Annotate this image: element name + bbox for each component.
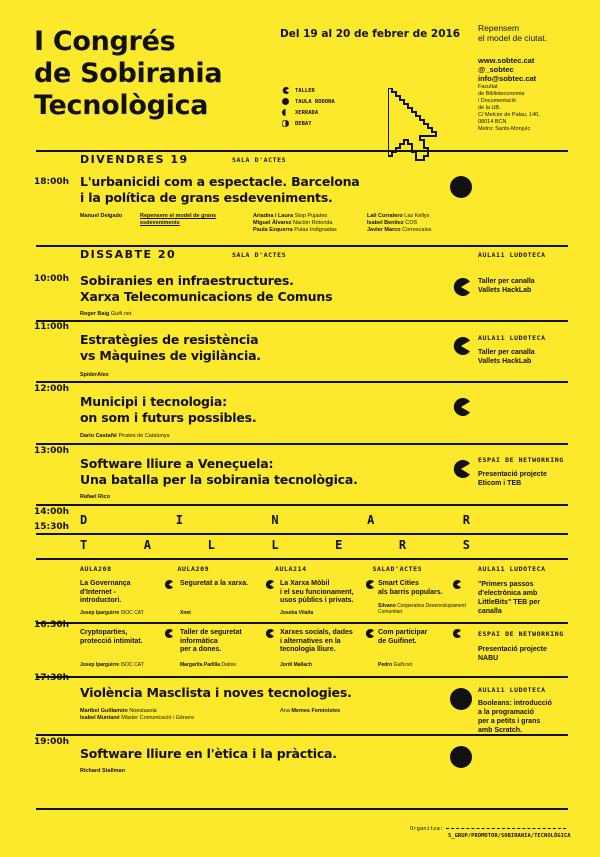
half-circle-icon (282, 109, 289, 116)
room-label: AULA11 LUDOTECA (478, 565, 546, 573)
pacman-icon (164, 629, 173, 638)
speaker: Manuel Delgado (80, 213, 123, 219)
time-label: 19:00h (34, 737, 70, 747)
workshop-title: Xarxes socials, dades i alternatives en la tecnologia lliure. (280, 629, 353, 653)
day-heading: DIVENDRES 19 (80, 153, 189, 166)
legend-item: XERRADA (282, 108, 335, 119)
circle-icon (282, 98, 289, 105)
pixel-cursor-icon (388, 88, 440, 164)
speaker: Silvano Cooperativa Desenvolupament Comunitari. (378, 603, 466, 615)
workshop-title: Smart Cities als barris populars. (378, 580, 443, 596)
speaker: Josep Iparguirre ISOC CAT (80, 610, 144, 616)
workshop-title: La Xarxa Mòbil i el seu funcionament, usos públics i privats. (280, 580, 354, 604)
twitter-link[interactable]: @_sobtec (478, 65, 514, 74)
contact-links (478, 56, 536, 83)
divider (36, 320, 568, 322)
pacman-icon (452, 629, 461, 638)
speaker: Xnet (180, 610, 191, 616)
pacman-icon (164, 580, 173, 589)
time-label: 18:00h (34, 177, 70, 187)
divider (36, 676, 568, 678)
time-label: 14:00h (34, 507, 70, 517)
time-label: 10:00h (34, 274, 70, 284)
speaker-list: Ariadna i Laura Stop Pujades Miguel Álvarez Nación Rotonda Paula Ezquerra Putas Indignadas (253, 213, 337, 233)
divider (36, 622, 568, 624)
round-table-icon (450, 688, 472, 710)
speaker: Roger Baig Guifi.net (80, 311, 132, 317)
workshop-title: Cryptoparties, protecció intimitat. (80, 629, 143, 645)
talk-title: Municipi i tecnologia: on som i futurs possibles. (80, 394, 257, 425)
workshop-title: Com participar de Guifinet. (378, 629, 428, 645)
pacman-icon (265, 629, 274, 638)
room-label: AULA11 LUDOTECA (478, 334, 546, 342)
divider (36, 381, 568, 383)
dashed-rule (446, 828, 566, 829)
time-label: 15:30h (34, 522, 70, 532)
divider (36, 808, 568, 810)
side-activity: Booleans: introducció a la programació per a petits i grans amb Scratch. (478, 700, 552, 734)
round-table-icon (450, 176, 472, 198)
speaker: Pedro Guifi.net (378, 662, 413, 668)
workshop-title: Seguretat a la xarxa. (180, 580, 249, 587)
pacman-icon (365, 580, 374, 589)
workshop-title: La Governança d'Internet - introductori. (80, 580, 131, 604)
lunch-banner: D I N A R (80, 513, 470, 527)
divider (36, 443, 568, 445)
talk-title: Sobiranies en infraestructures. Xarxa Telecomunicacions de Comuns (80, 273, 333, 304)
day-heading: DISSABTE 20 (80, 248, 177, 261)
speaker: Rafael Rico (80, 494, 110, 500)
room-label: ESPAI DE NETWORKING (478, 456, 564, 464)
speaker: Richard Stallman (80, 768, 125, 774)
speaker: Joseba Vilalta (280, 610, 314, 616)
legend-item: TALLER (282, 86, 335, 97)
organizer-credit: Organitza: S_GRUP/PROMOTOR/SOBIRANIA/TECNOLÒGICA (410, 826, 571, 839)
side-activity: Taller per canalla Vallets HackLab (478, 278, 535, 294)
round-table-icon (450, 746, 472, 768)
talk-title: Software lliure en l'ètica i la pràctica. (80, 746, 337, 761)
legend-item: TAULA RODONA (282, 97, 335, 108)
tagline: Repensem el model de ciutat. (478, 23, 547, 43)
legend-item: DEBAT (282, 119, 335, 130)
speaker: Josep Iparguirre ISOC CAT (80, 662, 144, 668)
side-activity: Presentació projecte NABU (478, 646, 547, 662)
speaker: SpiderAlex (80, 372, 109, 378)
talk-title: Estratègies de resistència vs Màquines de vigilància. (80, 332, 261, 363)
talk-title: L'urbanicidi com a espectacle. Barcelona i la política de grans esdeveniments. (80, 174, 360, 205)
side-activity: Taller per canalla Vallets HackLab (478, 349, 535, 365)
speaker: Dario Castañé Pirates de Catalunya (80, 433, 170, 439)
side-activity: "Primers passos d'electrònica amb LittleBits" TEB per canalla (478, 581, 541, 615)
talk-title: Software lliure a Veneçuela: Una batalla per la sobirania tecnològica. (80, 456, 358, 487)
divider (36, 245, 568, 247)
venue-address: Facultat de Biblioteconomia i Documentació de la UB. C/ Melcior de Palau, 140, 08014 BCN Metro: Sants-Monjuïc (478, 84, 540, 132)
legend (282, 86, 335, 130)
room-label: AULA11 LUDOTECA (478, 251, 546, 259)
speaker-list: Maribel Guillamón Noestasola Isabel Muntané Màster Comunicació i Gènere (80, 708, 195, 721)
pacman-icon (452, 580, 461, 589)
divider (36, 558, 568, 560)
side-activity: Presentació projecte Eticom i TEB (478, 471, 547, 487)
speaker-list: Lali Corralero Las Kellys Isabel Benítez COS Javier Marco Correscales (367, 213, 432, 233)
pacman-icon (365, 629, 374, 638)
divider (36, 533, 568, 535)
room-label: ESPAI DE NETWORKING (478, 630, 564, 638)
speaker: Ana Memes Feministes (280, 708, 341, 714)
workshop-rooms: AULA208 AULA209 AULA214 SALAD'ACTES (80, 565, 423, 573)
time-label: 17:30h (34, 673, 70, 683)
room-label: SALA D'ACTES (232, 251, 287, 259)
speaker: Jordi Mallach (280, 662, 312, 668)
time-label: 12:00h (34, 384, 70, 394)
time-label: 16:30h (34, 620, 70, 630)
divider (36, 504, 568, 506)
pacman-icon (452, 460, 470, 478)
workshop-title: Taller de seguretat informàtica per a dones. (180, 629, 242, 653)
pacman-icon (452, 398, 470, 416)
pacman-icon (452, 337, 470, 355)
half-circle-icon (282, 120, 289, 127)
workshops-banner: T A L L E R S (80, 538, 470, 552)
page-title: I Congrés de Sobirania Tecnològica (34, 26, 223, 121)
email-link[interactable]: info@sobtec.cat (478, 74, 537, 83)
event-dates: Del 19 al 20 de febrer de 2016 (280, 28, 461, 40)
room-label: SALA D'ACTES (232, 156, 287, 164)
pacman-icon (452, 278, 470, 296)
pacman-icon (265, 580, 274, 589)
divider (36, 150, 568, 152)
speaker: Margarita Padilla Dabne (180, 662, 237, 668)
talk-title: Violència Masclista i noves tecnologies. (80, 685, 352, 700)
website-link[interactable]: www.sobtec.cat (478, 56, 535, 65)
time-label: 13:00h (34, 446, 70, 456)
time-label: 11:00h (34, 322, 70, 332)
pacman-icon (282, 87, 289, 94)
room-label: AULA11 LUDOTECA (478, 686, 546, 694)
divider (36, 734, 568, 736)
speaker: Repensem el model de grans esdeveniments (140, 213, 217, 226)
